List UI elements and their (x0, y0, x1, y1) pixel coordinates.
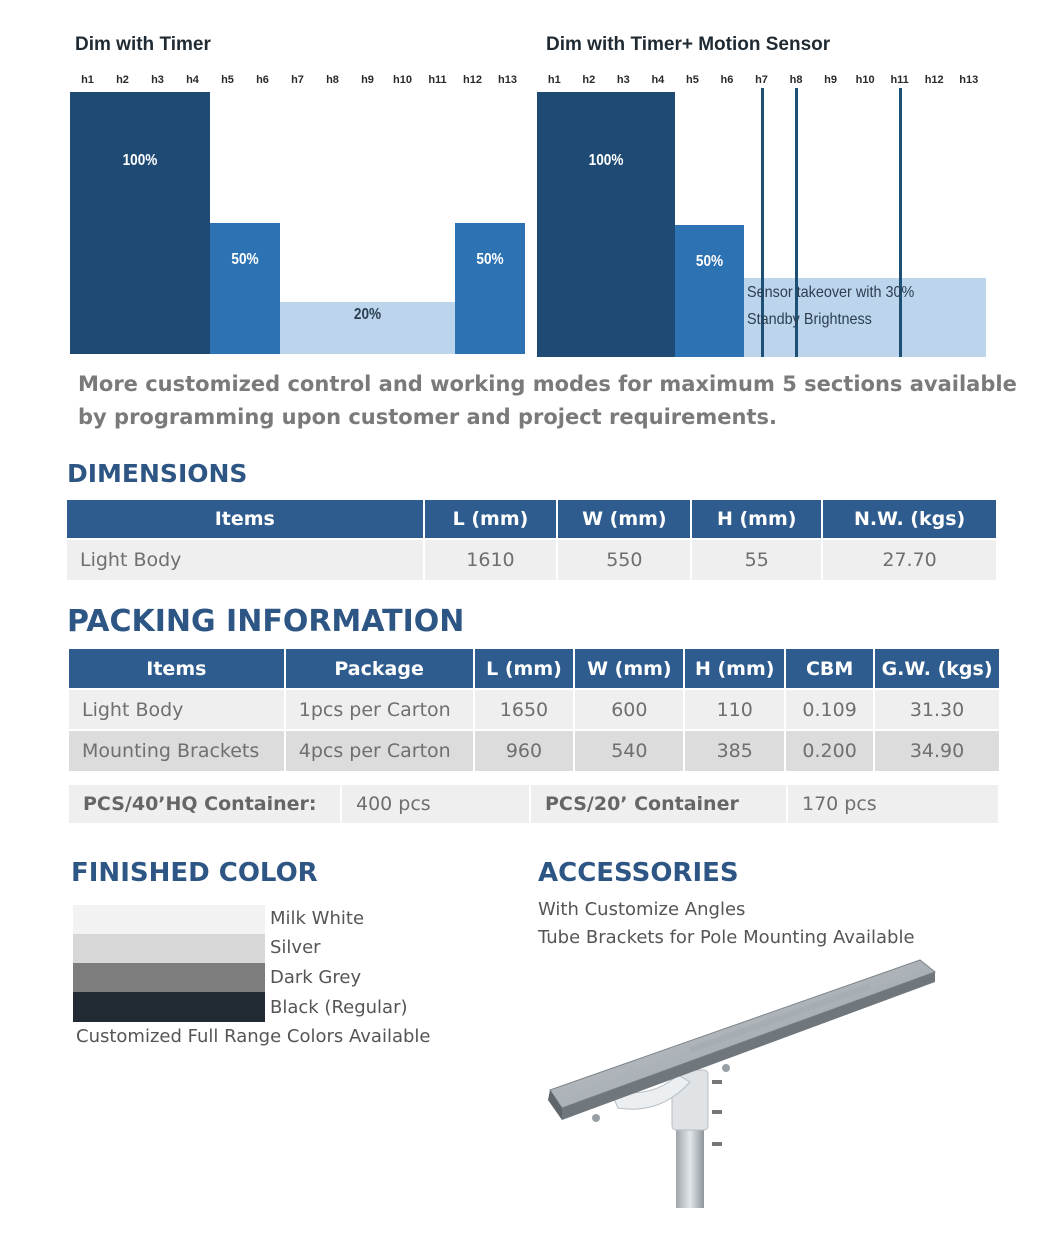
dimensions-header-row (67, 500, 997, 539)
hour-label: h10 (855, 74, 875, 86)
color-label-silver: Silver (270, 937, 321, 958)
customization-note-line-2: by programming upon customer and project requirements. (78, 405, 777, 429)
hour-label: h9 (361, 74, 374, 86)
hour-label: h4 (651, 74, 665, 86)
hq-container-value: 400 pcs (342, 785, 529, 823)
hour-label: h7 (755, 74, 768, 86)
dimming-level-label: 50% (231, 251, 259, 268)
color-swatch-silver (73, 934, 265, 963)
hour-label: h11 (428, 74, 447, 86)
dimming-segment (70, 92, 210, 354)
hour-label: h3 (616, 74, 630, 86)
packing-package: 4pcs per Carton (285, 730, 474, 771)
packing-header-width: W (mm) (574, 649, 684, 689)
color-label-dark-grey: Dark Grey (270, 967, 362, 988)
dimensions-header-height: H (mm) (691, 500, 822, 539)
sensor-takeover-text: Sensor takeover with 30% (747, 283, 915, 301)
color-label-black: Black (Regular) (270, 997, 408, 1018)
timer-dimming-chart (70, 72, 525, 354)
dimensions-item: Light Body (67, 539, 424, 580)
color-swatch-milk-white (73, 905, 265, 934)
table-row (69, 730, 1000, 771)
dimensions-table (67, 500, 998, 580)
table-row (67, 539, 997, 580)
customization-note (78, 368, 1038, 434)
dimming-level-label: 100% (588, 152, 624, 169)
packing-header-cbm: CBM (785, 649, 874, 689)
dimming-segment (537, 92, 675, 357)
packing-item: Light Body (69, 689, 285, 730)
hour-label: h7 (291, 74, 304, 86)
table-row (69, 689, 1000, 730)
hour-label: h12 (463, 74, 482, 86)
dimensions-length: 1610 (424, 539, 558, 580)
hour-label: h2 (582, 74, 596, 86)
accessories-title: ACCESSORIES (538, 858, 739, 888)
packing-package: 1pcs per Carton (285, 689, 474, 730)
dimensions-title: DIMENSIONS (67, 459, 248, 488)
hour-label: h6 (720, 74, 734, 86)
color-swatch-black (73, 992, 265, 1022)
hour-label: h1 (81, 74, 94, 86)
dimming-level-label: 50% (476, 251, 504, 268)
packing-width: 540 (574, 730, 684, 771)
hour-label: h1 (547, 74, 561, 86)
street-light-image (540, 950, 950, 1210)
packing-gross-weight: 31.30 (874, 689, 1000, 730)
finished-color-title: FINISHED COLOR (71, 858, 318, 888)
dimensions-header-net-weight: N.W. (kgs) (822, 500, 997, 539)
packing-title: PACKING INFORMATION (67, 604, 465, 639)
dimming-segment (675, 225, 744, 358)
packing-item: Mounting Brackets (69, 730, 285, 771)
hour-label: h11 (890, 74, 909, 86)
hour-label: h6 (256, 74, 269, 86)
packing-header-package: Package (285, 649, 474, 689)
hour-label: h10 (393, 74, 412, 86)
dimensions-height: 55 (691, 539, 822, 580)
dimensions-header-length: L (mm) (424, 500, 558, 539)
hour-label: h2 (116, 74, 129, 86)
customization-note-line-1: More customized control and working modes for maximum 5 sections available (78, 372, 1017, 396)
dimensions-header-items: Items (67, 500, 424, 539)
hour-label: h12 (924, 74, 944, 86)
packing-height: 385 (684, 730, 785, 771)
hour-label: h8 (326, 74, 339, 86)
packing-header-row (69, 649, 1000, 689)
accessories-line-1: With Customize Angles (538, 899, 746, 920)
dimming-level-label: 50% (696, 252, 724, 270)
hour-label: h3 (151, 74, 164, 86)
dimensions-width: 550 (557, 539, 691, 580)
motion-event-line (899, 88, 902, 357)
hour-label: h4 (186, 74, 199, 86)
packing-length: 960 (474, 730, 575, 771)
hour-label: h13 (498, 74, 517, 86)
packing-header-items: Items (69, 649, 285, 689)
color-label-milk-white: Milk White (270, 908, 365, 929)
hour-label: h5 (221, 74, 234, 86)
packing-header-length: L (mm) (474, 649, 575, 689)
hour-label: h8 (789, 74, 803, 86)
sensor-dimming-chart (537, 72, 986, 357)
std-container-label: PCS/20’ Container (531, 785, 786, 823)
hq-container-label: PCS/40’HQ Container: (69, 785, 340, 823)
packing-height: 110 (684, 689, 785, 730)
packing-header-height: H (mm) (684, 649, 785, 689)
custom-colors-note: Customized Full Range Colors Available (76, 1026, 431, 1047)
packing-width: 600 (574, 689, 684, 730)
light-body (548, 960, 935, 1122)
hour-label: h9 (824, 74, 837, 86)
dimming-level-label: 100% (122, 152, 158, 169)
hour-label: h13 (959, 74, 979, 86)
timer-chart-title: Dim with Timer (75, 34, 211, 55)
hour-label: h5 (686, 74, 699, 86)
packing-cbm: 0.109 (785, 689, 874, 730)
standby-brightness-text: Standby Brightness (747, 310, 873, 328)
accessories-line-2: Tube Brackets for Pole Mounting Available (538, 927, 915, 948)
packing-cbm: 0.200 (785, 730, 874, 771)
color-swatch-dark-grey (73, 963, 265, 992)
dimensions-header-width: W (mm) (557, 500, 691, 539)
dimming-segment (210, 223, 280, 354)
std-container-value: 170 pcs (788, 785, 998, 823)
sensor-chart-title: Dim with Timer+ Motion Sensor (546, 34, 831, 55)
dimming-level-label: 20% (353, 305, 382, 323)
packing-gross-weight: 34.90 (874, 730, 1000, 771)
packing-table (69, 649, 1001, 771)
dimensions-net-weight: 27.70 (822, 539, 997, 580)
packing-header-gross-weight: G.W. (kgs) (874, 649, 1000, 689)
dimming-segment (455, 223, 525, 354)
packing-length: 1650 (474, 689, 575, 730)
